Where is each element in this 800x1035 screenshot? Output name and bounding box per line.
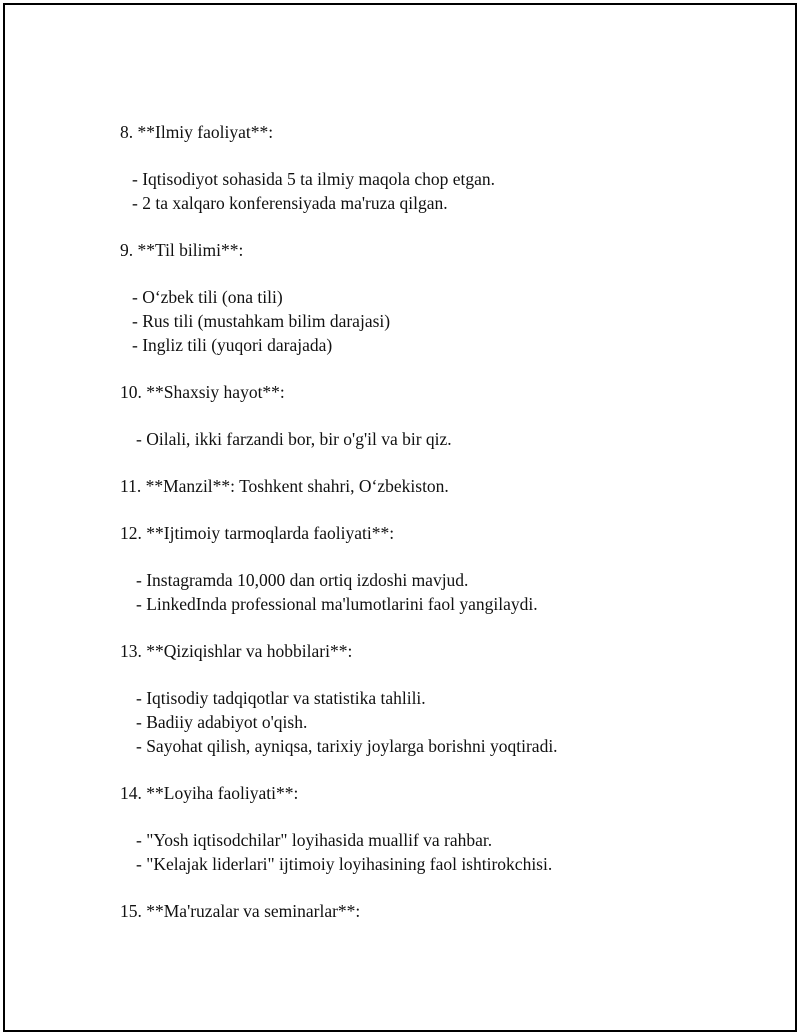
section-interests-hobbies xyxy=(120,639,740,758)
section-project-activity xyxy=(120,781,740,876)
list-item: - Iqtisodiyot sohasida 5 ta ilmiy maqola chop etgan. xyxy=(132,169,496,189)
section-lectures-seminars xyxy=(120,899,740,923)
list-item: - 2 ta xalqaro konferensiyada ma'ruza qilgan. xyxy=(132,193,448,213)
section-items xyxy=(120,568,740,616)
list-item: - Sayohat qilish, ayniqsa, tarixiy joylarga borishni yoqtiradi. xyxy=(136,736,558,756)
list-item: - Rus tili (mustahkam bilim darajasi) xyxy=(132,311,391,331)
section-heading: 10. **Shaxsiy hayot**: xyxy=(120,382,285,402)
document-page xyxy=(3,3,797,1032)
section-heading: 8. **Ilmiy faoliyat**: xyxy=(120,122,274,142)
section-heading: 9. **Til bilimi**: xyxy=(120,240,244,260)
list-item: - Oilali, ikki farzandi bor, bir o'g'il va bir qiz. xyxy=(136,429,452,449)
list-item: - Instagramda 10,000 dan ortiq izdoshi mavjud. xyxy=(136,570,469,590)
section-personal-life xyxy=(120,380,740,451)
list-item: - O‘zbek tili (ona tili) xyxy=(132,287,283,307)
list-item: - Ingliz tili (yuqori darajada) xyxy=(132,335,333,355)
document-body xyxy=(120,120,740,923)
section-heading: 14. **Loyiha faoliyati**: xyxy=(120,783,299,803)
section-social-networks xyxy=(120,521,740,616)
section-heading: 11. **Manzil**: Toshkent shahri, O‘zbekiston. xyxy=(120,476,449,496)
section-items xyxy=(120,285,740,357)
section-heading: 12. **Ijtimoiy tarmoqlarda faoliyati**: xyxy=(120,523,395,543)
list-item: - LinkedInda professional ma'lumotlarini faol yangilaydi. xyxy=(136,594,538,614)
section-heading: 13. **Qiziqishlar va hobbilari**: xyxy=(120,641,353,661)
section-heading: 15. **Ma'ruzalar va seminarlar**: xyxy=(120,901,361,921)
section-items xyxy=(120,686,740,758)
list-item: - "Kelajak liderlari" ijtimoiy loyihasining faol ishtirokchisi. xyxy=(136,854,553,874)
section-address xyxy=(120,474,740,498)
list-item: - Badiiy adabiyot o'qish. xyxy=(136,712,308,732)
section-items xyxy=(120,427,740,451)
section-items xyxy=(120,167,740,215)
section-items xyxy=(120,828,740,876)
section-scientific-activity xyxy=(120,120,740,215)
list-item: - Iqtisodiy tadqiqotlar va statistika tahlili. xyxy=(136,688,426,708)
section-language-skills xyxy=(120,238,740,357)
list-item: - "Yosh iqtisodchilar" loyihasida muallif va rahbar. xyxy=(136,830,493,850)
